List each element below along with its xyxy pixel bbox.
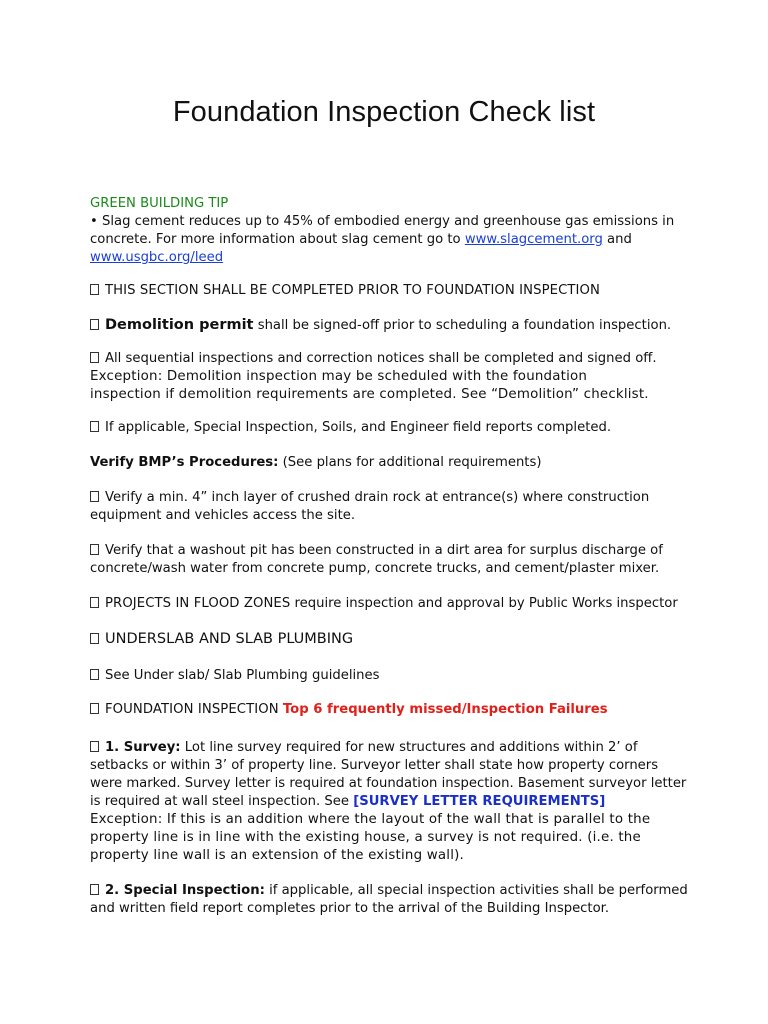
- demolition-bold: Demolition permit: [105, 317, 254, 333]
- sequential-exception: Exception: Demolition inspection may be scheduled with the foundation inspection if demolition requirements are completed. See “Demolition” checklist.: [90, 369, 649, 402]
- checkbox-icon[interactable]: [90, 352, 99, 363]
- special-reports-item: [90, 419, 690, 437]
- washout-item: [90, 542, 690, 578]
- checkbox-icon[interactable]: [90, 284, 99, 295]
- special-reports-text: If applicable, Special Inspection, Soils, and Engineer field reports completed.: [105, 420, 612, 435]
- bmp-bold: Verify BMP’s Procedures:: [90, 455, 279, 470]
- checkbox-icon[interactable]: [90, 633, 99, 644]
- tip-text: [90, 213, 690, 249]
- foundation-red: Top 6 frequently missed/Inspection Failures: [282, 702, 608, 717]
- checkbox-icon[interactable]: [90, 669, 99, 680]
- survey-bold: 1. Survey:: [105, 740, 181, 755]
- special-inspection-bold: 2. Special Inspection:: [105, 883, 265, 898]
- survey-exception: Exception: If this is an addition where the layout of the wall that is parallel to the property line is in line with the existing house, a survey is not required. (i.e. the property line wall is an extension of the existing wall).: [90, 812, 651, 863]
- washout-text: Verify that a washout pit has been constructed in a dirt area for surplus discharge of concrete/wash water from concrete pump, concrete trucks, and cement/plaster mixer.: [90, 543, 663, 576]
- demolition-rest: shall be signed-off prior to scheduling a foundation inspection.: [253, 318, 672, 333]
- tip-heading: GREEN BUILDING TIP: [90, 196, 229, 211]
- underslab-heading: UNDERSLAB AND SLAB PLUMBING: [105, 631, 354, 647]
- usgbc-link[interactable]: www.usgbc.org/leed: [90, 250, 224, 265]
- foundation-heading-item: [90, 701, 690, 719]
- drain-rock-item: [90, 489, 690, 525]
- tip-text-part2: and: [602, 232, 632, 247]
- slagcement-link[interactable]: www.slagcement.org: [464, 232, 603, 247]
- flood-caps: PROJECTS IN FLOOD ZONES: [105, 596, 291, 611]
- special-inspection-rest: if applicable, all special inspection activities shall be performed and written field report completes prior to the arrival of the Building Inspector.: [90, 883, 688, 916]
- survey-letter-link[interactable]: [SURVEY LETTER REQUIREMENTS]: [353, 794, 606, 809]
- foundation-caps: FOUNDATION INSPECTION: [105, 702, 279, 717]
- checkbox-icon[interactable]: [90, 421, 99, 432]
- checkbox-icon[interactable]: [90, 703, 99, 714]
- checkbox-icon[interactable]: [90, 741, 99, 752]
- demolition-item: [90, 316, 690, 335]
- checkbox-icon[interactable]: [90, 597, 99, 608]
- flood-item: [90, 595, 690, 613]
- section-prior-text: THIS SECTION SHALL BE COMPLETED PRIOR TO FOUNDATION INSPECTION: [105, 283, 600, 298]
- flood-rest: require inspection and approval by Public Works inspector: [290, 596, 678, 611]
- checkbox-icon[interactable]: [90, 884, 99, 895]
- bmp-rest: (See plans for additional requirements): [278, 455, 542, 470]
- page-title: Foundation Inspection Check list: [172, 96, 596, 128]
- sequential-item: [90, 350, 690, 404]
- tip-text-part1: • Slag cement reduces up to 45% of embodied energy and greenhouse gas emissions in concrete. For more information about slag cement go to: [90, 214, 675, 247]
- underslab-guidelines-item: [90, 667, 690, 685]
- checkbox-icon[interactable]: [90, 491, 99, 502]
- underslab-guidelines-text: See Under slab/ Slab Plumbing guidelines: [105, 668, 380, 683]
- checkbox-icon[interactable]: [90, 544, 99, 555]
- green-building-tip: [90, 195, 690, 267]
- survey-rest: Lot line survey required for new structures and additions within 2’ of setbacks or within 3’ of property line. Surveyor letter shall state how property corners were marked. Survey letter is required at foundation inspection. Basement surveyor letter is required at wall steel inspection. See: [90, 740, 687, 809]
- survey-item: [90, 739, 690, 865]
- special-inspection-item: [90, 882, 690, 918]
- underslab-heading-item: [90, 630, 690, 648]
- bmp-heading: [90, 454, 690, 472]
- section-prior-item: [90, 282, 690, 300]
- drain-rock-text: Verify a min. 4” inch layer of crushed drain rock at entrance(s) where construction equipment and vehicles access the site.: [90, 490, 650, 523]
- checkbox-icon[interactable]: [90, 319, 99, 330]
- sequential-line: All sequential inspections and correction notices shall be completed and signed off.: [105, 351, 657, 366]
